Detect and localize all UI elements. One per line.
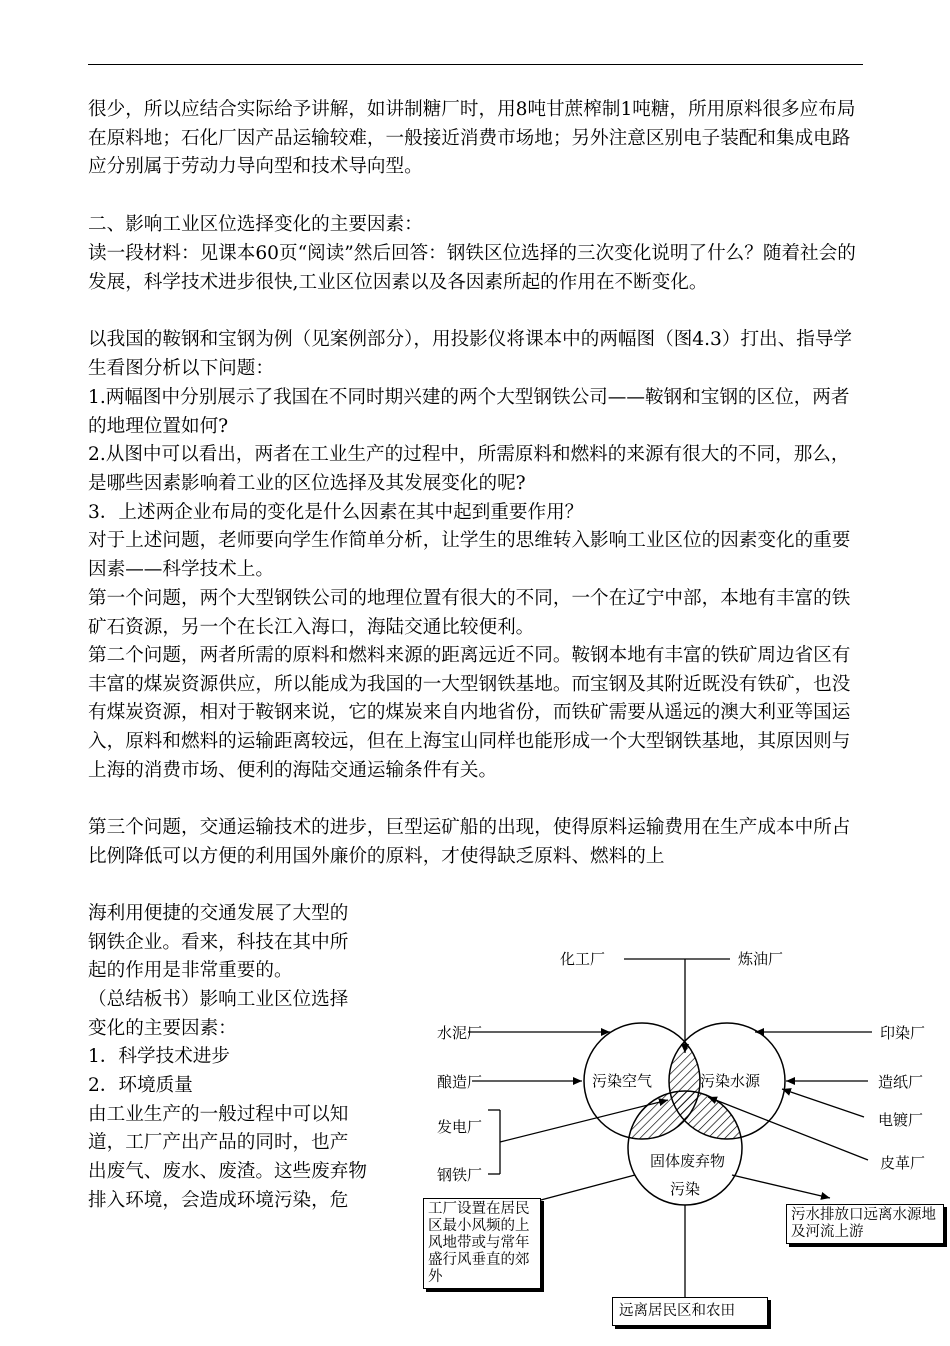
- label-water-pollution: 污染水源: [700, 1072, 761, 1090]
- label-solid-waste-pollution: 污染: [670, 1180, 701, 1198]
- box-away-from-residential: 远离居民区和农田: [612, 1297, 768, 1326]
- summary-heading: （总结板书）影响工业区位选择: [88, 989, 349, 1010]
- answer-1: 第一个问题，两个大型钢铁公司的地理位置有很大的不同，一个在辽宁中部，本地有丰富的铁矿石资源，另一个在长江入海口，海陆交通比较便利。: [88, 588, 851, 638]
- paragraph: 很少，所以应结合实际给予讲解，如讲制糖厂时，用8吨甘蔗榨制1吨糖，所用原料很多应布局在原料地；石化厂因产品运输较难，一般接近消费市场地；另外注意区别电子装配和集成电路应分别属于劳动力导向型和技术导向型。: [88, 99, 856, 178]
- box-sewage-outlet: 污水排放口远离水源地及河流上游: [786, 1204, 944, 1244]
- paragraph: 读一段材料：见课本60页“阅读”然后回答：钢铁区位选择的三次变化说明了什么？随着社会的发展，科学技术进步很快,工业区位因素以及各因素所起的作用在不断变化。: [88, 243, 856, 293]
- label-cement-plant: 水泥厂: [437, 1024, 483, 1042]
- header-rule: [88, 64, 863, 65]
- label-paper-mill: 造纸厂: [878, 1073, 924, 1091]
- narrow-line: 排入环境，会造成环境污染，危: [88, 1190, 349, 1211]
- label-tannery: 皮革厂: [880, 1154, 926, 1172]
- label-air-pollution: 污染空气: [592, 1072, 653, 1090]
- label-chemical-plant: 化工厂: [560, 950, 606, 968]
- summary-item: 1．科学技术进步: [88, 1046, 230, 1067]
- label-electroplating: 电镀厂: [878, 1111, 924, 1129]
- label-dye-plant: 印染厂: [880, 1024, 926, 1042]
- answer-2: 第二个问题，两者所需的原料和燃料来源的距离远近不同。鞍钢本地有丰富的铁矿周边省区有丰富的煤炭资源供应，所以能成为我国的一大型钢铁基地。而宝钢及其附近既没有铁矿，也没有煤炭资源，相对于鞍钢来说，它的煤炭来自内地省份，而铁矿需要从遥远的澳大利亚等国运入，原料和燃料的运输距离较远，但在上海宝山同样也能形成一个大型钢铁基地，其原因则与上海的消费市场、便利的海陆交通运输条件有关。: [88, 645, 851, 781]
- paragraph: 对于上述问题，老师要向学生作简单分析，让学生的思维转入影响工业区位的因素变化的重要因素——科学技术上。: [88, 530, 851, 580]
- label-refinery: 炼油厂: [738, 950, 784, 968]
- narrow-line: 钢铁企业。看来，科技在其中所: [88, 932, 349, 953]
- paragraph: 以我国的鞍钢和宝钢为例（见案例部分），用投影仪将课本中的两幅图（图4.3）打出、指导学生看图分析以下问题：: [88, 329, 853, 379]
- narrow-line: 海利用便捷的交通发展了大型的: [88, 903, 349, 924]
- summary-item: 2．环境质量: [88, 1075, 193, 1096]
- section-heading: 二、影响工业区位选择变化的主要因素：: [88, 214, 423, 235]
- answer-3: 第三个问题，交通运输技术的进步，巨型运矿船的出现，使得原料运输费用在生产成本中所占比例降低可以方便的利用国外廉价的原料，才使得缺乏原料、燃料的上: [88, 817, 851, 867]
- box-factory-siting: 工厂设置在居民区最小风频的上风地带或与常年盛行风垂直的郊外: [423, 1198, 541, 1289]
- label-power-plant: 发电厂: [437, 1118, 483, 1136]
- question-1: 1.两幅图中分别展示了我国在不同时期兴建的两个大型钢铁公司——鞍钢和宝钢的区位，两者的地理位置如何?: [88, 387, 850, 437]
- label-brewery: 酿造厂: [437, 1073, 483, 1091]
- label-steel-plant: 钢铁厂: [437, 1166, 483, 1184]
- summary-heading: 变化的主要因素：: [88, 1018, 237, 1039]
- question-3: 3．上述两企业布局的变化是什么因素在其中起到重要作用？: [88, 502, 584, 523]
- label-solid-waste: 固体废弃物: [650, 1152, 726, 1170]
- narrow-line: 出废气、废水、废渣。这些废弃物: [88, 1161, 367, 1182]
- narrow-line: 道，工厂产出产品的同时，也产: [88, 1132, 349, 1153]
- narrow-line: 起的作用是非常重要的。: [88, 960, 293, 981]
- narrow-line: 由工业生产的一般过程中可以知: [88, 1104, 349, 1125]
- question-2: 2.从图中可以看出，两者在工业生产的过程中，所需原料和燃料的来源有很大的不同，那么，是哪些因素影响着工业的区位选择及其发展变化的呢?: [88, 444, 850, 494]
